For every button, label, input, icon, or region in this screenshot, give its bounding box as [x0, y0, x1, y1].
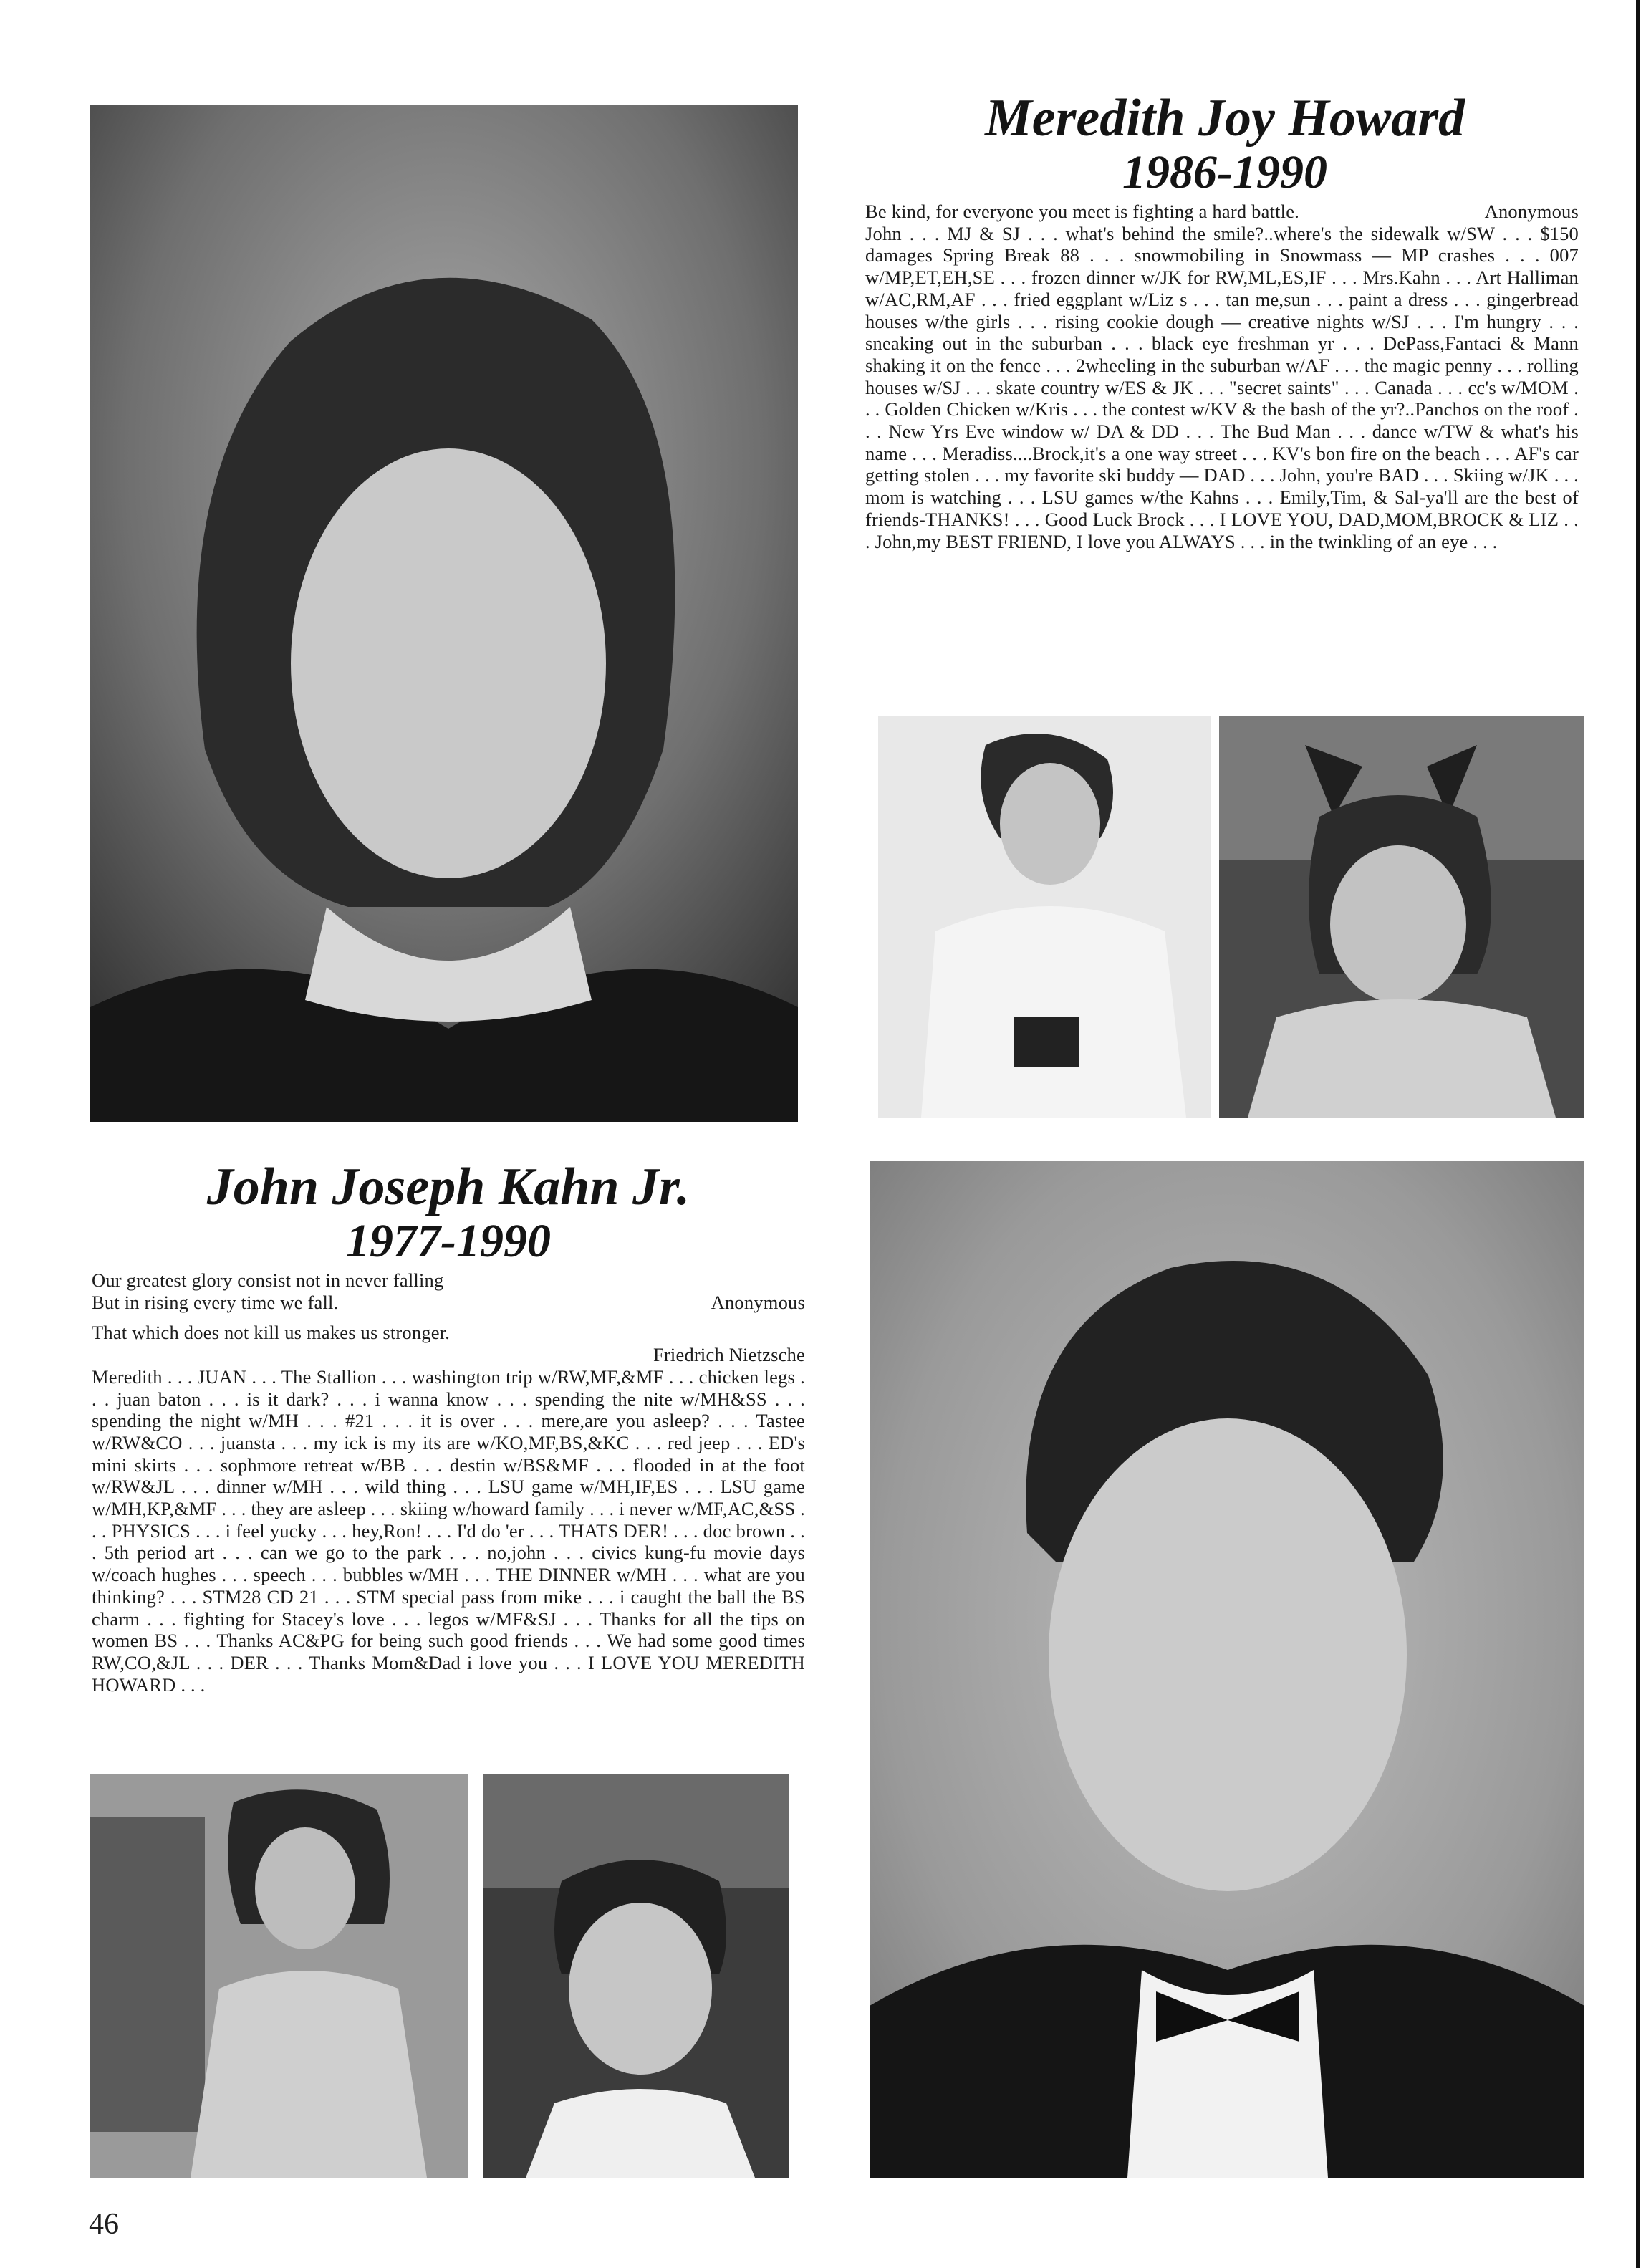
candid-photo-meredith-1: [878, 716, 1211, 1118]
quote-attribution: Friedrich Nietzsche: [653, 1344, 805, 1366]
quote-meredith: [865, 201, 1579, 223]
portrait-photo-image: [90, 105, 798, 1122]
page-number: 46: [89, 2208, 119, 2241]
quote-1-john: [92, 1269, 805, 1313]
portrait-meredith-howard: [90, 105, 798, 1122]
senior-name-meredith: Meredith Joy Howard: [984, 89, 1465, 148]
quote-line-2: But in rising every time we fall.: [92, 1291, 339, 1313]
candid-photo-image: [1219, 716, 1584, 1118]
candid-photo-meredith-2: [1219, 716, 1584, 1118]
quote-text: Be kind, for everyone you meet is fighting a hard battle.: [865, 201, 1300, 222]
senior-message-meredith: John . . . MJ & SJ . . . what's behind the smile?..where's the sidewalk w/SW . . . $150 damages Spring Break 88 . . . snowmobiling in Snowmass — MP crashes . . . 007 w/MP,ET,EH,SE . . . frozen dinner w/JK for RW,ML,ES,IF . . . Mrs.Kahn . . . Art Halliman w/AC,RM,AF . . . fried eggplant w/Liz s . . . tan me,sun . . . paint a dress . . . gingerbread houses w/the girls . . . rising cookie dough — creative nights w/SJ . . . I'm hungry . . . sneaking out in the suburban . . . black eye freshman yr . . . DePass,Fantaci & Mann shaking it on the fence . . . 2wheeling in the suburban w/AF . . . the magic penny . . . rolling houses w/SJ . . . skate country w/ES & JK . . . "secret saints" . . . Canada . . . cc's w/MOM . . . Golden Chicken w/Kris . . . the contest w/KV & the bash of the yr?..Panchos on the roof . . . New Yrs Eve window w/ DA & DD . . . The Bud Man . . . dance w/TW & what's his name . . . Meradiss....Brock,it's a one way street . . . KV's bon fire on the beach . . . AF's car getting stolen . . . my favorite ski buddy — DAD . . . John, you're BAD . . . Skiing w/JK . . . mom is watching . . . LSU games w/the Kahns . . . Emily,Tim, & Sal-ya'll are the best of friends-THANKS! . . . Good Luck Brock . . . I LOVE YOU, DAD,MOM,BROCK & LIZ . . . John,my BEST FRIEND, I love you ALWAYS . . . in the twinkling of an eye . . .: [865, 222, 1579, 552]
senior-message-john: Meredith . . . JUAN . . . The Stallion . . . washington trip w/RW,MF,&MF . . . chicken legs . . . juan baton . . . is it dark? . . . i wanna know . . . spending the nite w/MH&SS . . . spending the night w/MH . . . #21 . . . it is over . . . mere,are you asleep? . . . Tastee w/RW&CO . . . juansta . . . my ick is my its are w/KO,MF,BS,&KC . . . red jeep . . . ED's mini skirts . . . sophmore retreat w/BB . . . destin w/BS&MF . . . flooded in at the foot w/RW&JL . . . dinner w/MH . . . wild thing . . . LSU game w/MH,IF,ES . . . LSU game w/MH,KP,&MF . . . they are asleep . . . skiing w/howard family . . . i never w/MF,AC,&SS . . . PHYSICS . . . i feel yucky . . . hey,Ron! . . . I'd do 'er . . . THATS DER! . . . doc brown . . . 5th period art . . . can we go to the park . . . no,john . . . civics kung-fu movie days w/coach hughes . . . speech . . . bubbles w/MH . . . THE DINNER w/MH . . . what are you thinking? . . . STM28 CD 21 . . . STM special pass from mike . . . i caught the ball the BS charm . . . fighting for Stacey's love . . . legos w/MF&SJ . . . Thanks for all the tips on women BS . . . Thanks AC&PG for being such good friends . . . We had some good times RW,CO,&JL . . . DER . . . Thanks Mom&Dad i love you . . . I LOVE YOU MEREDITH HOWARD . . .: [92, 1365, 805, 1696]
quote-2-john: [92, 1322, 805, 1365]
candid-photo-image: [878, 716, 1211, 1118]
quote-text: That which does not kill us makes us stronger.: [92, 1322, 451, 1344]
quote-line-1: Our greatest glory consist not in never falling: [92, 1269, 444, 1291]
candid-photo-image: [483, 1774, 789, 2178]
candid-photo-image: [90, 1774, 468, 2178]
quote-line-2-row: [92, 1292, 805, 1314]
senior-text-meredith: [865, 201, 1579, 552]
senior-name-john: John Joseph Kahn Jr.: [206, 1158, 690, 1216]
senior-years-john: 1977-1990: [346, 1215, 551, 1267]
senior-text-john: [92, 1269, 805, 1696]
candid-photo-john-1: [90, 1774, 468, 2178]
portrait-john-kahn: [870, 1161, 1584, 2178]
page-edge-rule: [1636, 0, 1640, 2268]
quote-attribution: Anonymous: [711, 1291, 805, 1313]
portrait-photo-image: [870, 1161, 1584, 2178]
quote-attribution: Anonymous: [1484, 201, 1579, 222]
candid-photo-john-2: [483, 1774, 789, 2178]
senior-years-meredith: 1986-1990: [1122, 146, 1327, 198]
